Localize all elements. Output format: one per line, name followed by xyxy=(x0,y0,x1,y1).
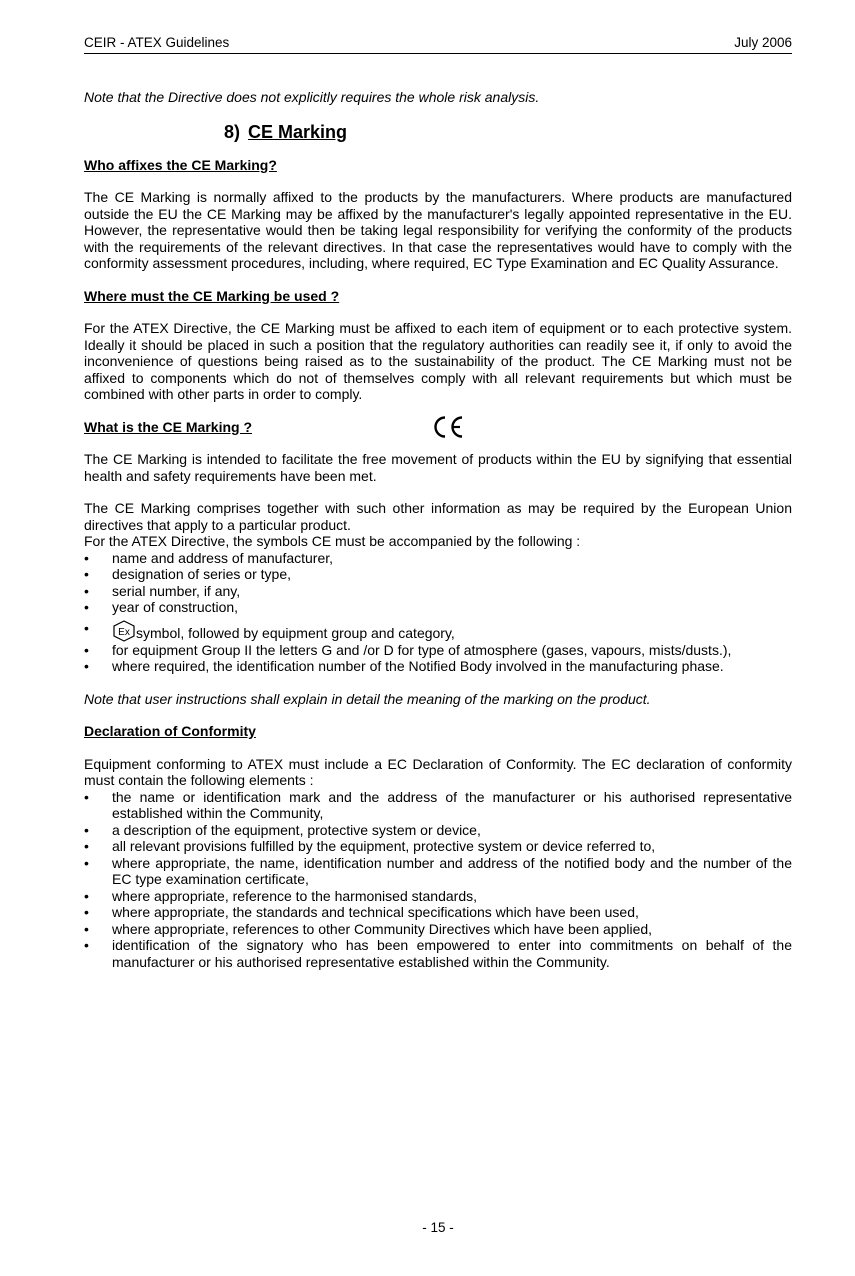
header-date: July 2006 xyxy=(734,35,792,50)
ex-hexagon-icon xyxy=(112,620,136,642)
declaration-heading: Declaration of Conformity xyxy=(84,723,256,739)
list-item: • identification of the signatory who has been empowered to enter into commitments on behalf of the manufacturer or his authorised representative established within the Community. xyxy=(84,937,792,970)
section-number: 8) xyxy=(224,121,241,142)
what-heading-row xyxy=(84,419,792,436)
list-item: • where required, the identification number of the Notified Body involved in the manufacturing phase. xyxy=(84,658,792,675)
list-item: • where appropriate, the standards and technical specifications which have been used, xyxy=(84,904,792,921)
svg-text:Ex: • Ex xyxy=(118,626,130,638)
ex-symbol-text: symbol, followed by equipment group and category, xyxy=(136,624,455,641)
list-item-ex-symbol xyxy=(84,620,792,642)
list-item: • all relevant provisions fulfilled by the equipment, protective system or device referred to, xyxy=(84,838,792,855)
what-note: Note that user instructions shall explain in detail the meaning of the marking on the product. xyxy=(84,690,651,707)
what-paragraph-3: For the ATEX Directive, the symbols CE must be accompanied by the following : xyxy=(84,533,581,549)
what-paragraph-1: The CE Marking is intended to facilitate the free movement of products within the EU by signifying that essential health and safety requirements have been met. xyxy=(84,451,792,484)
page-header xyxy=(84,35,792,54)
list-item: • for equipment Group II the letters G and /or D for type of atmosphere (gases, vapours, mists/dusts.), xyxy=(84,642,792,659)
list-item: • the name or identification mark and the address of the manufacturer or his authorised representative established within the Community, xyxy=(84,789,792,822)
list-item: • where appropriate, the name, identification number and address of the notified body and the number of the EC type examination certificate, xyxy=(84,855,792,888)
list-item: • name and address of manufacturer, xyxy=(84,550,792,567)
list-item: • serial number, if any, xyxy=(84,583,792,600)
where-paragraph: For the ATEX Directive, the CE Marking must be affixed to each item of equipment or to each protective system. Ideally it should be placed in such a position that the regulatory authorities can readily see it, if only to avoid the inconvenience of questions being raised as to the sustainability of the product. The CE Marking must not be affixed to components which do not of themselves comply with all relevant requirements but which must be combined with other parts in order to comply. xyxy=(84,320,792,402)
what-heading: What is the CE Marking ? xyxy=(84,418,253,435)
who-paragraph: The CE Marking is normally affixed to the products by the manufacturers. Where products are manufactured outside the EU the CE Marking may be affixed by the manufacturer's legally appointed representative in the EU. However, the representative would then be taking legal responsibility for verifying the conformity of the products with the requirements of the relevant directives. In that case the representatives would have to comply with the conformity assessment procedures, including, where required, EC Type Examination and EC Quality Assurance. xyxy=(84,189,792,271)
section-title: CE Marking xyxy=(248,121,348,142)
where-heading: Where must the CE Marking be used ? xyxy=(84,287,340,304)
what-paragraph-2: The CE Marking comprises together with such other information as may be required by the European Union directives that apply to a particular product. xyxy=(84,500,792,533)
main-content xyxy=(84,89,792,970)
intro-note: Note that the Directive does not explicitly requires the whole risk analysis. xyxy=(84,89,540,105)
list-item: • designation of series or type, xyxy=(84,566,792,583)
list-item: • a description of the equipment, protective system or device, xyxy=(84,822,792,839)
section-heading xyxy=(224,121,792,143)
list-item: • where appropriate, references to other Community Directives which have been applied, xyxy=(84,921,792,938)
ce-mark-icon xyxy=(431,414,465,440)
declaration-elements-list xyxy=(84,789,792,971)
list-item: • year of construction, xyxy=(84,599,792,616)
who-heading: Who affixes the CE Marking? xyxy=(84,156,277,173)
declaration-paragraph: Equipment conforming to ATEX must include a EC Declaration of Conformity. The EC declaration of conformity must contain the following elements : xyxy=(84,755,792,788)
marking-requirements-list xyxy=(84,550,792,675)
page-number: - 15 - xyxy=(422,1220,454,1235)
list-item: • where appropriate, reference to the harmonised standards, xyxy=(84,888,792,905)
header-document-title: CEIR - ATEX Guidelines xyxy=(84,35,230,50)
